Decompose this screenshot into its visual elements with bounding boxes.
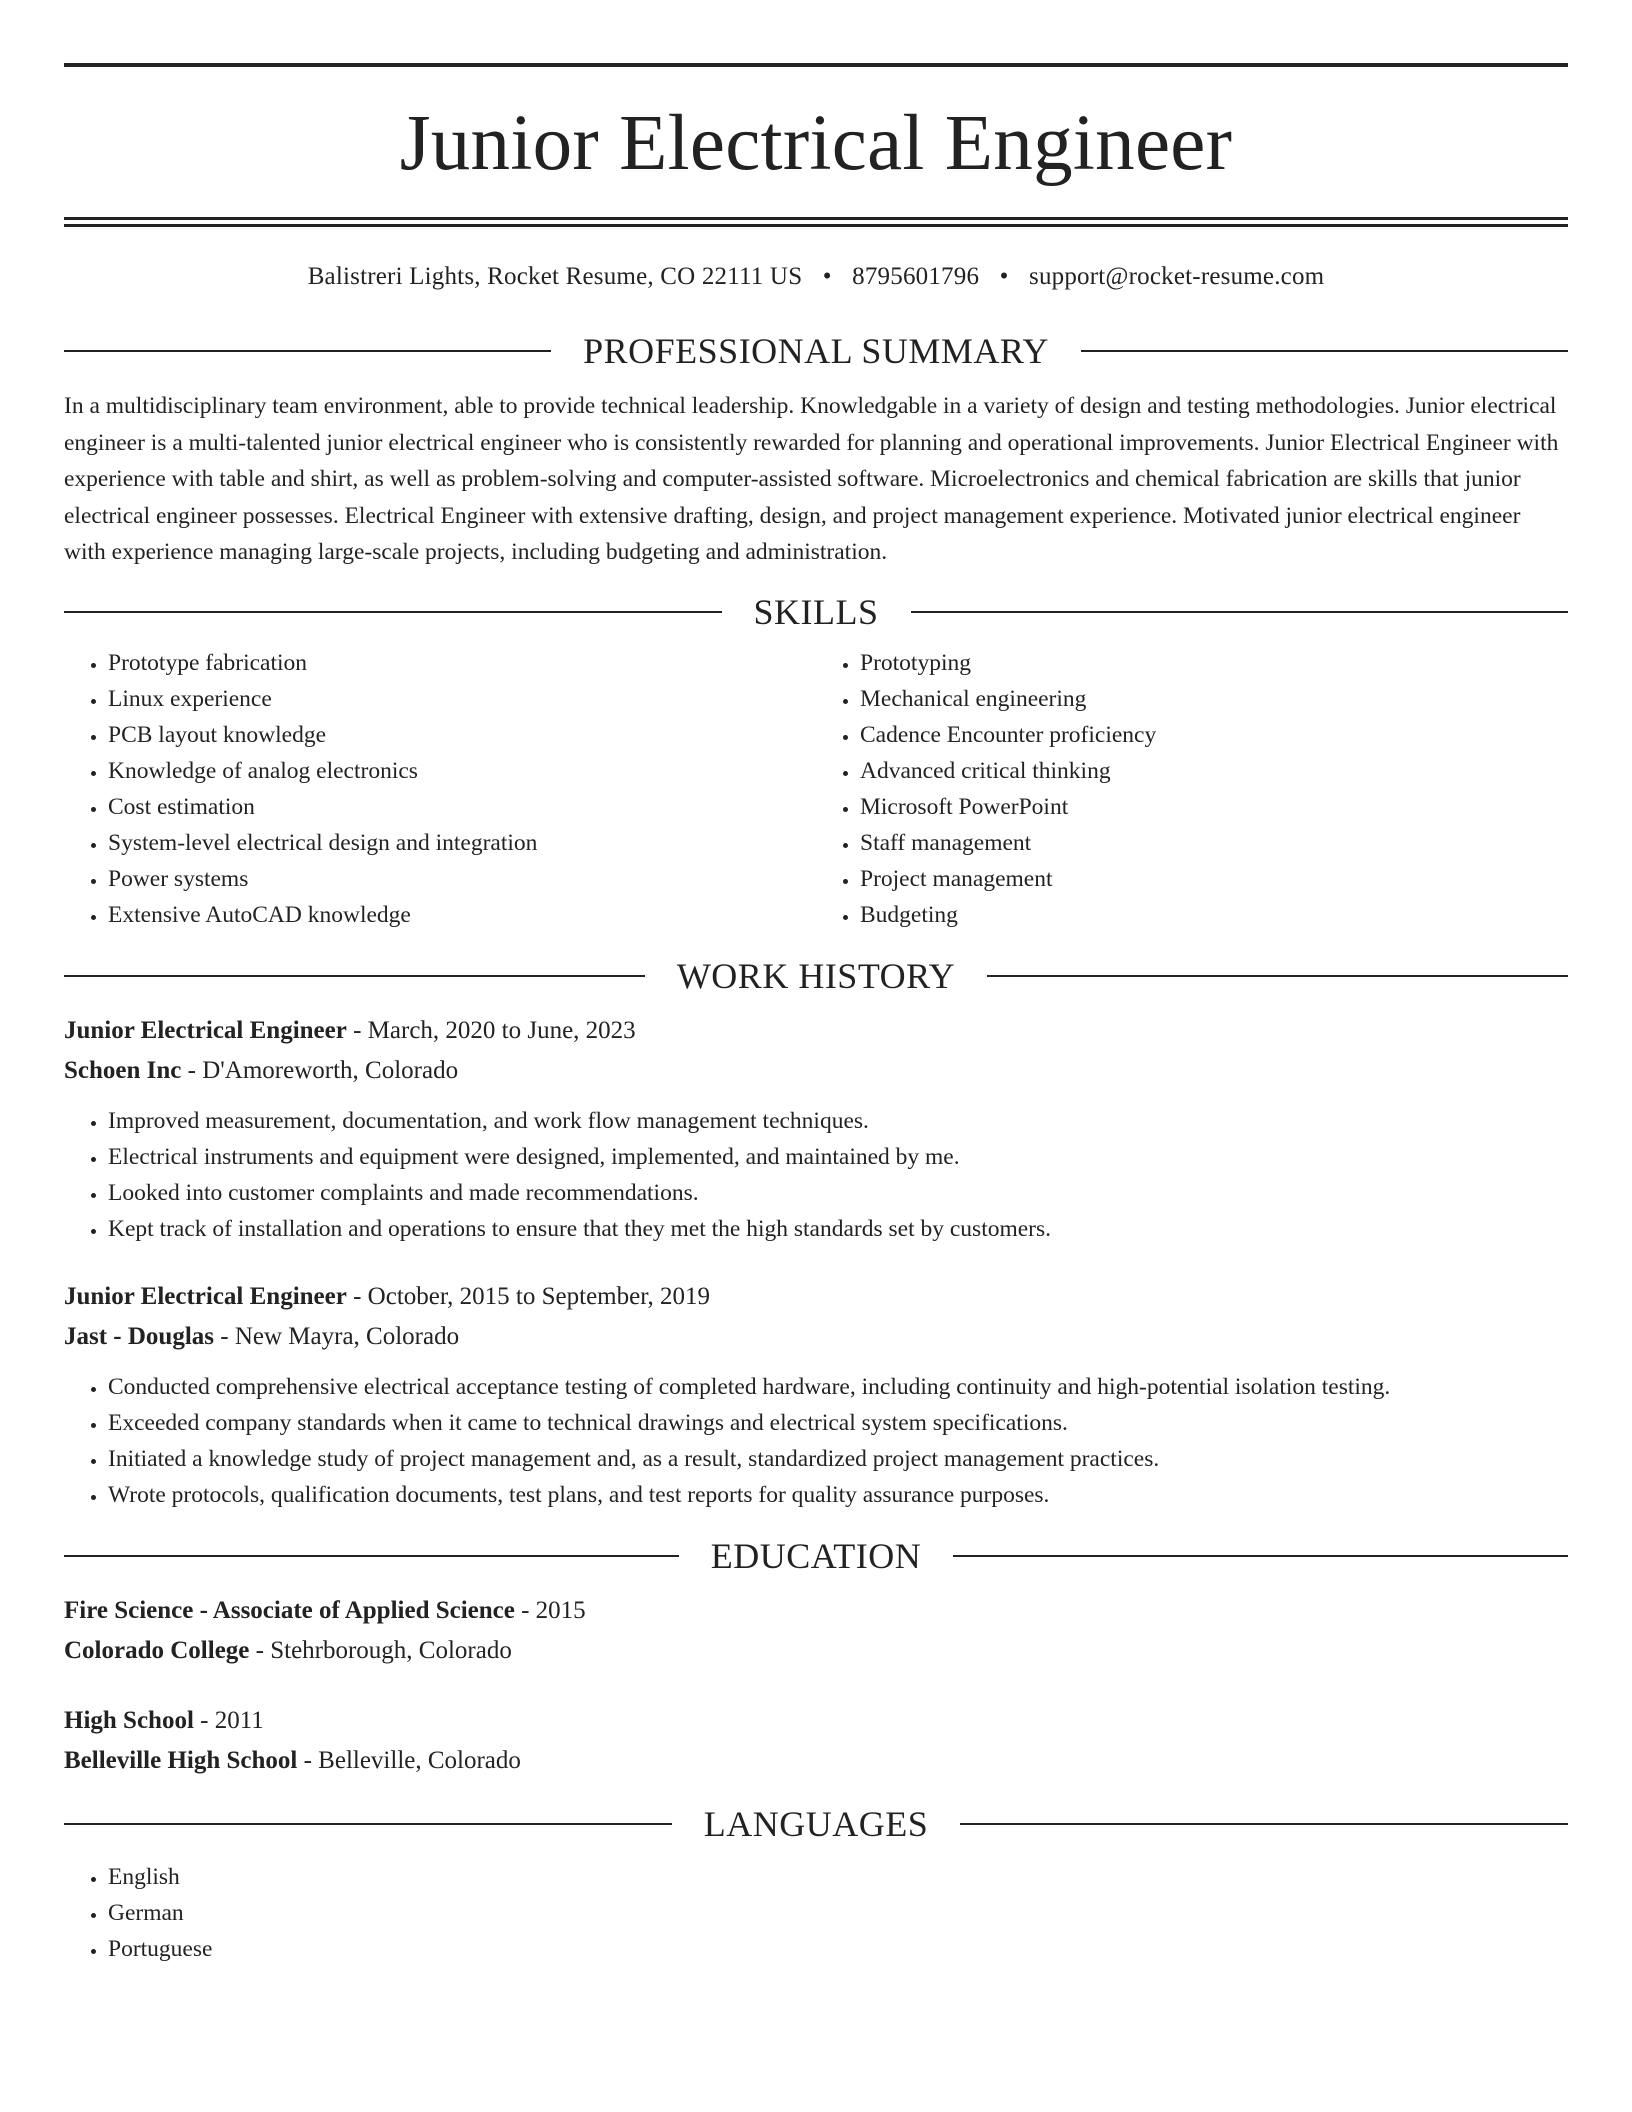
education-school: Colorado College [64, 1636, 250, 1664]
skill-item: • PCB layout knowledge [108, 717, 816, 753]
heading-rule-right [911, 611, 1569, 613]
skill-item: • Mechanical engineering [860, 681, 1568, 717]
job-company: Schoen Inc [64, 1056, 182, 1084]
skills-heading-label: SKILLS [753, 591, 879, 632]
skill-item: • Cost estimation [108, 789, 816, 825]
heading-rule-right [1081, 350, 1568, 352]
education-school-line [64, 1631, 1568, 1671]
job-bullet: • Electrical instruments and equipment were designed, implemented, and maintained by me. [108, 1139, 1568, 1175]
education-degree: High School [64, 1706, 194, 1734]
language-item: • English [108, 1859, 1568, 1895]
job-title-line [64, 1011, 1568, 1051]
summary-text: In a multidisciplinary team environment, able to provide technical leadership. Knowledgable in a variety of design and testing methodologies. Junior electrical engineer is a multi-talented junior electrical engineer who is consistently rewarded for planning and operational improvements. Junior Electrical Engineer with experience with table and shirt, as well as problem-solving and computer-assisted software. Microelectronics and chemical fabrication are skills that junior electrical engineer possesses. Electrical Engineer with extensive drafting, design, and project management experience. Motivated junior electrical engineer with experience managing large-scale projects, including budgeting and administration. [64, 393, 1559, 565]
summary-section-heading [64, 330, 1568, 372]
job-bullet: • Initiated a knowledge study of project management and, as a result, standardized project management practices. [108, 1441, 1568, 1477]
skill-item: • Budgeting [860, 897, 1568, 933]
skills-section-heading [64, 591, 1568, 633]
job-title: Junior Electrical Engineer [64, 1282, 347, 1310]
resume-title: Junior Electrical Engineer [399, 100, 1233, 187]
skill-item: • System-level electrical design and integration [108, 825, 816, 861]
skills-list [64, 645, 1568, 933]
job-entry [64, 1277, 1568, 1513]
work-section-heading [64, 955, 1568, 997]
job-location: - New Mayra, Colorado [214, 1322, 460, 1350]
education-year: - 2011 [193, 1706, 264, 1734]
education-year: - 2015 [514, 1596, 586, 1624]
skill-item: • Cadence Encounter proficiency [860, 717, 1568, 753]
education-heading-label: EDUCATION [710, 1535, 922, 1576]
job-location: - D'Amoreworth, Colorado [181, 1056, 459, 1084]
heading-rule-left [64, 1555, 679, 1557]
skill-item: • Prototype fabrication [108, 645, 816, 681]
languages-list [64, 1859, 1568, 1967]
education-degree-line [64, 1701, 1568, 1741]
job-bullet: • Exceeded company standards when it came to technical drawings and electrical system specifications. [108, 1405, 1568, 1441]
heading-rule-left [64, 611, 722, 613]
contact-phone: 8795601796 [852, 263, 980, 290]
skill-item: • Project management [860, 861, 1568, 897]
summary-heading-label: PROFESSIONAL SUMMARY [583, 331, 1049, 371]
job-dates: - October, 2015 to September, 2019 [346, 1282, 711, 1310]
skills-column-right [816, 645, 1568, 933]
skill-item: • Knowledge of analog electronics [108, 753, 816, 789]
title-double-rule [64, 217, 1568, 227]
job-company: Jast - Douglas [64, 1322, 215, 1350]
education-degree: Fire Science - Associate of Applied Science [64, 1596, 515, 1624]
contact-line [64, 263, 1568, 291]
education-entry [64, 1701, 1568, 1781]
job-bullet: • Wrote protocols, qualification documents, test plans, and test reports for quality assurance purposes. [108, 1477, 1568, 1513]
languages-section-heading [64, 1803, 1568, 1845]
job-entry [64, 1011, 1568, 1247]
language-item: • German [108, 1895, 1568, 1931]
education-location: - Belleville, Colorado [297, 1746, 521, 1774]
contact-separator: • [822, 263, 832, 290]
job-title-line [64, 1277, 1568, 1317]
top-rule [64, 63, 1568, 67]
job-company-line [64, 1051, 1568, 1091]
heading-rule-left [64, 975, 645, 977]
job-bullets [64, 1369, 1568, 1513]
education-school-line [64, 1741, 1568, 1781]
skill-item: • Extensive AutoCAD knowledge [108, 897, 816, 933]
contact-address: Balistreri Lights, Rocket Resume, CO 22111 US [307, 263, 803, 290]
skill-item: • Advanced critical thinking [860, 753, 1568, 789]
heading-rule-left [64, 1823, 672, 1825]
contact-separator: • [999, 263, 1009, 290]
heading-rule-right [960, 1823, 1568, 1825]
skill-item: • Microsoft PowerPoint [860, 789, 1568, 825]
education-school: Belleville High School [64, 1746, 298, 1774]
job-bullet: • Improved measurement, documentation, and work flow management techniques. [108, 1103, 1568, 1139]
education-location: - Stehrborough, Colorado [249, 1636, 512, 1664]
contact-email: support@rocket-resume.com [1029, 263, 1325, 290]
job-bullet: • Conducted comprehensive electrical acceptance testing of completed hardware, including continuity and high-potential isolation testing. [108, 1369, 1568, 1405]
skill-item: • Staff management [860, 825, 1568, 861]
skills-column-left [64, 645, 816, 933]
job-bullet: • Looked into customer complaints and made recommendations. [108, 1175, 1568, 1211]
education-entry [64, 1591, 1568, 1671]
language-item: • Portuguese [108, 1931, 1568, 1967]
languages-heading-label: LANGUAGES [703, 1803, 929, 1844]
job-bullet: • Kept track of installation and operations to ensure that they met the high standards set by customers. [108, 1211, 1568, 1247]
education-section-heading [64, 1535, 1568, 1577]
skill-item: • Prototyping [860, 645, 1568, 681]
job-dates: - March, 2020 to June, 2023 [346, 1016, 636, 1044]
work-heading-label: WORK HISTORY [676, 955, 956, 996]
job-title: Junior Electrical Engineer [64, 1016, 347, 1044]
skill-item: • Power systems [108, 861, 816, 897]
job-bullets [64, 1103, 1568, 1247]
job-company-line [64, 1317, 1568, 1357]
heading-rule-right [953, 1555, 1568, 1557]
education-degree-line [64, 1591, 1568, 1631]
heading-rule-left [64, 350, 551, 352]
heading-rule-right [987, 975, 1568, 977]
skill-item: • Linux experience [108, 681, 816, 717]
